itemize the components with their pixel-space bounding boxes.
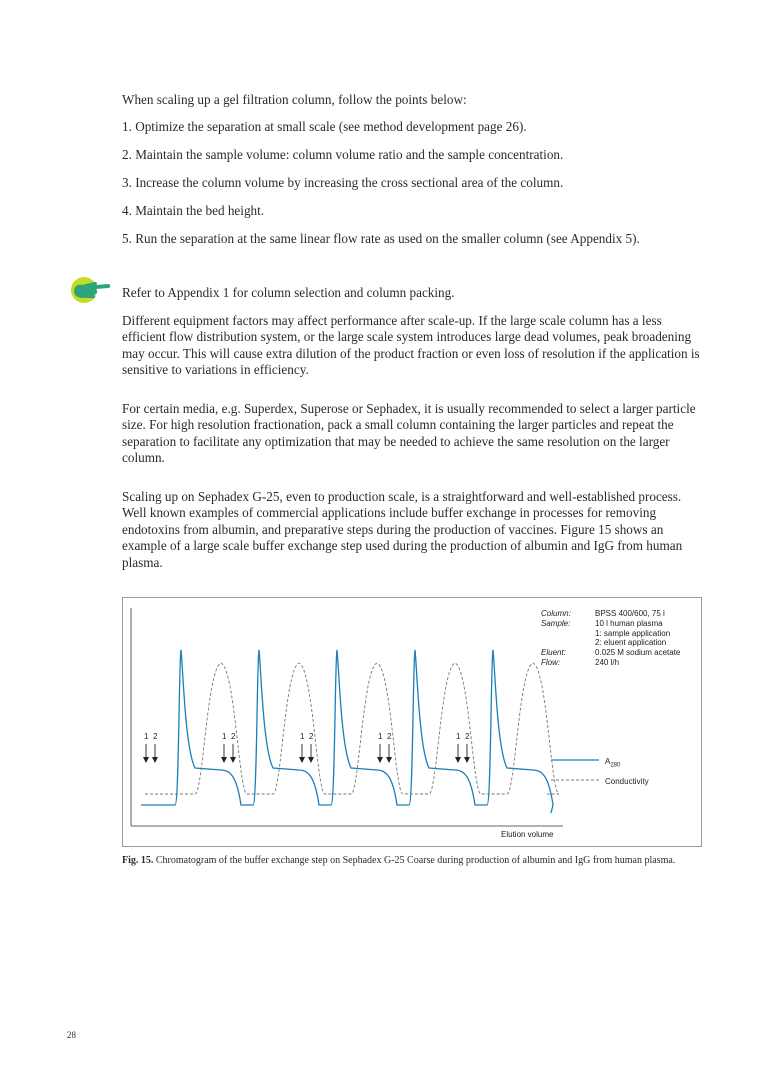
a280-series-line (141, 650, 553, 813)
paragraph-1: Different equipment factors may affect performance after scale-up. If the large scale column has a less efficient flow distribution system, or the large scale system introduces large dead volumes, peak broadening may occur. This will cause extra dilution of the product fraction or even loss of resolution if the application is sensitive to variations in efficiency. (122, 313, 700, 378)
application-arrowhead (221, 757, 227, 763)
legend-a280-sub: 280 (610, 762, 621, 769)
conductivity-series-line (145, 663, 559, 794)
pointing-hand-icon (70, 274, 114, 311)
marker-label: 2 (309, 732, 314, 741)
application-arrowhead (299, 757, 305, 763)
marker-label: 2 (465, 732, 470, 741)
condition-label: Flow: (541, 658, 561, 667)
marker-label: 2 (387, 732, 392, 741)
condition-value: 0.025 M sodium acetate (595, 648, 681, 657)
intro-text: When scaling up a gel filtration column, follow the points below: (122, 92, 467, 107)
marker-label: 1 (378, 732, 383, 741)
marker-label: 1 (222, 732, 227, 741)
condition-value: 2: eluent application (595, 638, 667, 647)
figure-caption (122, 855, 707, 868)
step-4: 4. Maintain the bed height. (122, 203, 265, 218)
marker-label: 1 (144, 732, 149, 741)
legend-conductivity: Conductivity (605, 777, 649, 786)
page-number: 28 (67, 1030, 76, 1040)
caption-label: Fig. 15. (122, 855, 154, 866)
condition-value: BPSS 400/600, 75 l (595, 609, 665, 618)
application-arrowhead (152, 757, 158, 763)
step-5: 5. Run the separation at the same linear flow rate as used on the smaller column (see Appendix 5). (122, 231, 640, 246)
step-2: 2. Maintain the sample volume: column volume ratio and the sample concentration. (122, 147, 564, 162)
step-1: 1. Optimize the separation at small scale (see method development page 26). (122, 119, 527, 134)
chromatogram-figure (122, 597, 702, 847)
run-conditions (541, 609, 701, 671)
caption-text: Chromatogram of the buffer exchange step on Sephadex G-25 Coarse during production of albumin and IgG from human plasma. (153, 855, 676, 866)
application-arrowhead (230, 757, 236, 763)
marker-label: 1 (300, 732, 305, 741)
step-3: 3. Increase the column volume by increasing the cross sectional area of the column. (122, 175, 564, 190)
condition-label: Column: (541, 609, 571, 618)
application-arrowhead (386, 757, 392, 763)
condition-label: Sample: (541, 619, 571, 628)
application-arrowhead (455, 757, 461, 763)
application-arrowhead (377, 757, 383, 763)
condition-value: 240 l/h (595, 658, 620, 667)
paragraph-2: For certain media, e.g. Superdex, Superose or Sephadex, it is usually recommended to select a larger particle size. For high resolution fractionation, pack a small column containing the larger particles and repeat the separation to facilitate any optimization that may be needed to achieve the same resolution on the larger column. (122, 401, 696, 466)
legend-a280 (605, 757, 620, 769)
condition-value: 10 l human plasma (595, 619, 663, 628)
marker-label: 2 (153, 732, 158, 741)
application-arrowhead (143, 757, 149, 763)
tip-text: Refer to Appendix 1 for column selection and column packing. (122, 285, 455, 300)
application-arrowhead (308, 757, 314, 763)
application-arrowhead (464, 757, 470, 763)
condition-label: Eluent: (541, 648, 566, 657)
paragraph-3: Scaling up on Sephadex G-25, even to production scale, is a straightforward and well-established process. Well known examples of commercial applications include buffer exchange in processes for removing endotoxins from albumin, and preparative steps during the production of vaccines. Figure 15 shows an example of a large scale buffer exchange step used during the production of albumin and IgG from human plasma. (122, 489, 683, 570)
marker-label: 2 (231, 732, 236, 741)
x-axis-label: Elution volume (501, 830, 554, 839)
legend-a280-label: A (605, 757, 611, 766)
marker-label: 1 (456, 732, 461, 741)
condition-value: 1: sample application (595, 629, 671, 638)
